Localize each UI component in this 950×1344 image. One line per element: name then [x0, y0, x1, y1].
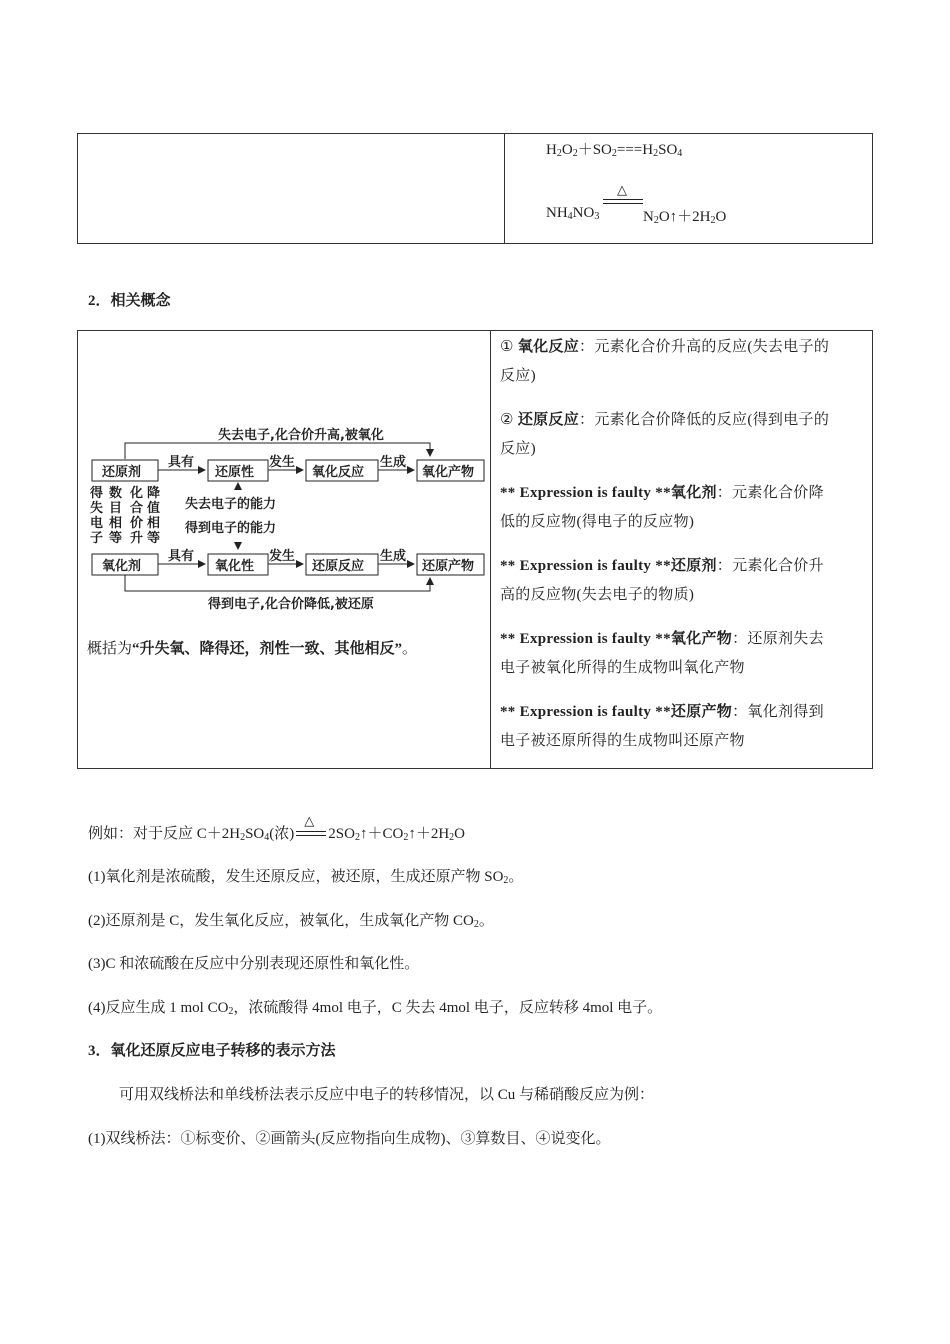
top-table-left-cell	[78, 134, 505, 244]
label-produce-top: 生成	[380, 455, 407, 470]
label-oxidizer: 氧化剂	[102, 559, 142, 574]
label-occur-bottom: 发生	[269, 549, 296, 564]
col1-char: 电	[90, 516, 104, 531]
col4-char: 降	[147, 486, 161, 501]
label-reducibility: 还原性	[215, 465, 255, 480]
definitions-cell	[491, 331, 873, 769]
diagram-top-label: 失去电子,化合价升高,被氧化	[218, 428, 384, 443]
label-oxidation-product: 氧化产物	[422, 465, 475, 480]
equation-nh4no3: $NH_4NO_3$	[546, 205, 600, 222]
label-lose-ability: 失去电子的能力	[185, 497, 277, 512]
label-gain-ability: 得到电子的能力	[185, 521, 277, 536]
section-3-heading: 3．氧化还原反应电子转移的表示方法	[88, 1043, 336, 1059]
col3-char: 合	[130, 501, 144, 516]
delta-symbol: △	[617, 182, 627, 197]
point-4: (4)反应生成 1 mol $CO_2$，浓硫酸得 4mol 电子，C 失去 4mol 电子，反应转移 4mol 电子。	[88, 1000, 663, 1017]
col1-char: 子	[90, 531, 104, 546]
section-2-heading: 2．相关概念	[88, 293, 171, 309]
method-double-bridge: (1)双线桥法：①标变价、②画箭头(反应物指向生成物)、③算数目、④说变化。	[88, 1131, 611, 1147]
label-reduction-reaction: 还原反应	[312, 559, 365, 574]
col3-char: 升	[130, 531, 144, 546]
example-equal-bar	[296, 831, 326, 836]
diagram-cell	[78, 331, 491, 769]
top-table	[77, 133, 873, 244]
equation-nh4no3-products: $N_2O↑+2H_2O$	[643, 209, 727, 226]
method-paragraph: 可用双线桥法和单线桥法表示反应中电子的转移情况，以 Cu 与稀硝酸反应为例：	[119, 1087, 655, 1103]
label-have-top: 具有	[168, 455, 195, 470]
example-equation: 例如：对于反应 $C+2H_2SO_4$(浓) △ $2SO_2↑+CO_2↑+2H_2O$	[88, 812, 465, 843]
col2-char: 数	[109, 486, 123, 501]
col4-char: 等	[147, 531, 161, 546]
equation-h2o2-so2: $H_2O_2+SO_2===H_2SO_4$	[546, 142, 683, 159]
concepts-table	[77, 330, 873, 769]
diagram-bottom-label: 得到电子,化合价降低,被还原	[208, 597, 374, 612]
definition-reduction-reaction: ② 还原反应：元素化合价降低的反应(得到电子的 反应)	[500, 412, 830, 457]
label-oxidizability: 氧化性	[215, 559, 255, 574]
definition-oxidizer: ** Expression is faulty **氧化剂：元素化合价降 低的反应物(得电子的反应物)	[500, 485, 824, 530]
definition-oxidation-reaction: ① 氧化反应：元素化合价升高的反应(失去电子的 反应)	[500, 339, 830, 384]
point-2: (2)还原剂是 C，发生氧化反应，被氧化，生成氧化产物 $CO_2$。	[88, 913, 494, 930]
col2-char: 相	[109, 516, 123, 531]
label-oxidation-reaction: 氧化反应	[312, 465, 365, 480]
label-produce-bottom: 生成	[380, 549, 407, 564]
example-delta: △	[304, 812, 315, 828]
label-occur-top: 发生	[269, 455, 296, 470]
col2-char: 等	[109, 531, 123, 546]
definition-oxidation-product: ** Expression is faulty **氧化产物：还原剂失去 电子被氧化所得的生成物叫氧化产物	[500, 631, 824, 676]
col2-char: 目	[109, 501, 123, 516]
equal-bar	[603, 199, 643, 204]
col3-char: 价	[130, 516, 144, 531]
bottom-bracket-arrow	[125, 575, 430, 591]
definition-reduction-product: ** Expression is faulty **还原产物：氧化剂得到 电子被还原所得的生成物叫还原产物	[500, 704, 824, 749]
col3-char: 化	[130, 486, 144, 501]
label-reduction-product: 还原产物	[422, 559, 475, 574]
point-1: (1)氧化剂是浓硫酸，发生还原反应，被还原，生成还原产物 $SO_2$。	[88, 869, 524, 886]
summary-line: 概括为“升失氧、降得还，剂性一致、其他相反”。	[87, 641, 418, 657]
col1-char: 失	[90, 501, 104, 516]
label-reducer: 还原剂	[102, 465, 142, 480]
col4-char: 值	[147, 501, 161, 516]
redox-diagram	[88, 419, 488, 619]
definition-reducer: ** Expression is faulty **还原剂：元素化合价升 高的反应物(失去电子的物质)	[500, 558, 824, 603]
example-arrow	[294, 812, 328, 842]
label-have-bottom: 具有	[168, 549, 195, 564]
top-table-right-cell	[505, 134, 873, 244]
col4-char: 相	[147, 516, 161, 531]
point-3: (3)C 和浓硫酸在反应中分别表现还原性和氧化性。	[88, 956, 420, 972]
col1-char: 得	[90, 486, 104, 501]
column-electrons	[90, 485, 160, 546]
